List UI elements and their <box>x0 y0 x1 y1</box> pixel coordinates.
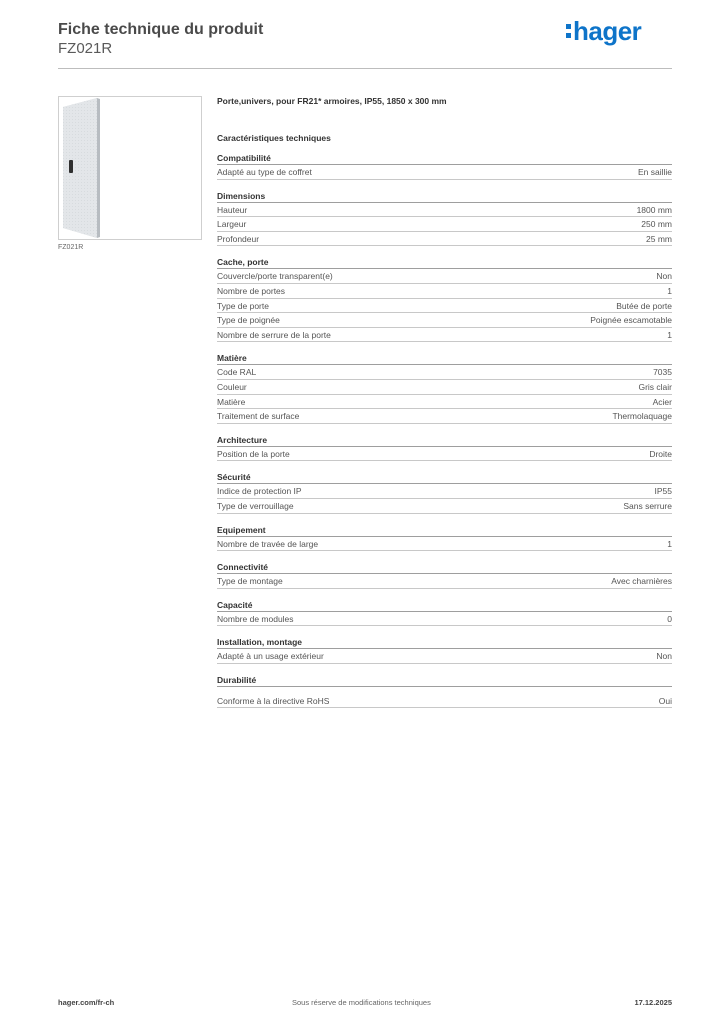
spec-group-title: Matière <box>217 352 672 365</box>
spec-label: Type de porte <box>217 300 269 311</box>
footer-date: 17.12.2025 <box>634 998 672 1007</box>
spec-label: Type de poignée <box>217 315 280 326</box>
hager-logo <box>566 14 641 48</box>
spec-label: Nombre de serrure de la porte <box>217 329 331 340</box>
spec-row <box>217 269 672 284</box>
spec-group-title: Installation, montage <box>217 636 672 649</box>
page-title: Fiche technique du produit <box>58 21 264 38</box>
specifications <box>217 94 672 708</box>
spec-value: Non <box>656 271 672 282</box>
spec-row <box>217 409 672 424</box>
spec-group <box>217 561 672 589</box>
spec-group-title: Cache, porte <box>217 256 672 269</box>
spec-label: Traitement de surface <box>217 411 300 422</box>
spec-row <box>217 447 672 462</box>
spec-label: Nombre de travée de large <box>217 538 319 549</box>
spec-value: Oui <box>658 695 672 706</box>
spec-row <box>217 165 672 180</box>
spec-group-title: Connectivité <box>217 561 672 574</box>
spec-value: 1 <box>667 538 672 549</box>
spec-value: 0 <box>667 613 672 624</box>
spec-row <box>217 694 672 709</box>
spec-label: Indice de protection IP <box>217 486 302 497</box>
spec-row <box>217 537 672 552</box>
spec-row <box>217 299 672 314</box>
spec-group <box>217 636 672 664</box>
spec-value: Avec charnières <box>611 576 672 587</box>
spec-group <box>217 190 672 247</box>
spec-value: 1800 mm <box>636 204 672 215</box>
spec-value: Butée de porte <box>616 300 672 311</box>
spec-row <box>217 499 672 514</box>
specs-heading: Caractéristiques techniques <box>217 133 331 143</box>
spec-value: Acier <box>652 396 672 407</box>
spec-row <box>217 365 672 380</box>
spec-label: Conforme à la directive RoHS <box>217 695 330 706</box>
spec-group <box>217 471 672 513</box>
spec-label: Nombre de portes <box>217 285 286 296</box>
spec-group <box>217 599 672 627</box>
spec-label: Couvercle/porte transparent(e) <box>217 271 333 282</box>
spec-group-title: Sécurité <box>217 471 672 484</box>
door-panel-icon <box>59 97 201 239</box>
spec-group <box>217 524 672 552</box>
spec-value: 7035 <box>653 367 672 378</box>
spec-label: Position de la porte <box>217 448 290 459</box>
spec-label: Adapté à un usage extérieur <box>217 651 324 662</box>
spec-label: Nombre de modules <box>217 613 294 624</box>
product-description: Porte,univers, pour FR21* armoires, IP55, 1850 x 300 mm <box>217 96 447 106</box>
spec-group <box>217 352 672 423</box>
spec-value: IP55 <box>654 486 672 497</box>
spec-groups <box>217 152 672 708</box>
spec-group-title: Capacité <box>217 599 672 612</box>
spec-label: Adapté au type de coffret <box>217 167 312 177</box>
spec-row <box>217 284 672 299</box>
footer-notice: Sous réserve de modifications techniques <box>292 998 431 1007</box>
spec-value: 1 <box>667 285 672 296</box>
product-image <box>58 96 202 240</box>
spec-label: Largeur <box>217 219 247 230</box>
spec-label: Matière <box>217 396 246 407</box>
spec-row <box>217 232 672 247</box>
spec-group <box>217 152 672 180</box>
spec-group-title: Compatibilité <box>217 152 672 165</box>
logo-text: hager <box>573 15 642 46</box>
spec-value: 1 <box>667 329 672 340</box>
spec-label: Type de montage <box>217 576 283 587</box>
spec-group <box>217 674 672 709</box>
spec-group-title: Dimensions <box>217 190 672 203</box>
spec-row <box>217 395 672 410</box>
spec-group-title: Architecture <box>217 434 672 447</box>
spec-row <box>217 484 672 499</box>
spec-group <box>217 256 672 342</box>
spec-value: Thermolaquage <box>612 411 672 422</box>
spec-value: 250 mm <box>641 219 672 230</box>
footer-website: hager.com/fr-ch <box>58 998 115 1007</box>
spec-row <box>217 649 672 664</box>
spec-label: Hauteur <box>217 204 248 215</box>
spec-row <box>217 574 672 589</box>
spec-row <box>217 313 672 328</box>
spec-group-title: Durabilité <box>217 674 672 687</box>
spec-value: Droite <box>649 448 672 459</box>
spec-value: 25 mm <box>646 233 672 244</box>
logo-mark-icon <box>566 22 571 40</box>
spec-label: Couleur <box>217 381 247 392</box>
spec-group-title: Equipement <box>217 524 672 537</box>
spec-row <box>217 380 672 395</box>
image-caption: FZ021R <box>58 244 84 251</box>
spec-row <box>217 203 672 218</box>
spec-label: Profondeur <box>217 233 260 244</box>
spec-row <box>217 612 672 627</box>
spec-value: Sans serrure <box>623 500 672 511</box>
spec-label: Code RAL <box>217 367 257 378</box>
spec-row <box>217 217 672 232</box>
spec-value: En saillie <box>637 167 672 177</box>
spec-group <box>217 434 672 462</box>
spec-value: Gris clair <box>638 381 672 392</box>
spec-value: Non <box>656 651 672 662</box>
spec-value: Poignée escamotable <box>590 315 672 326</box>
spec-label: Type de verrouillage <box>217 500 294 511</box>
product-reference: FZ021R <box>58 40 113 57</box>
spec-row <box>217 328 672 343</box>
header-divider <box>58 68 672 69</box>
